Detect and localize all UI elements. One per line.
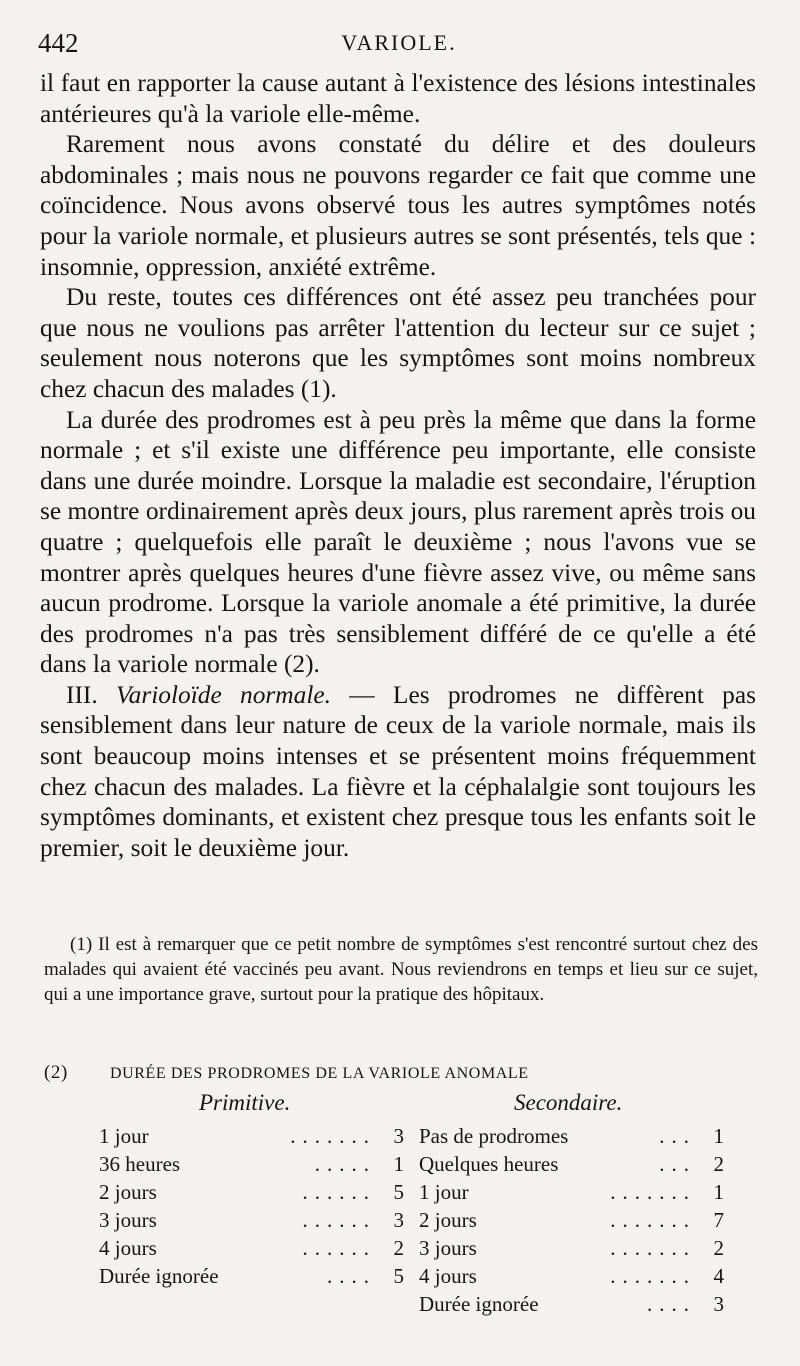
row-label: 2 jours xyxy=(99,1178,163,1206)
row-label: Durée ignorée xyxy=(99,1262,225,1290)
row-value: 4 xyxy=(713,1264,724,1288)
row-value: 5 xyxy=(393,1264,404,1288)
secondaire-column xyxy=(419,1122,724,1318)
row-label: Durée ignorée xyxy=(419,1290,545,1318)
table-row: ..... 36 heures 1 xyxy=(99,1152,404,1176)
section-number: III. xyxy=(66,680,98,709)
running-head: VARIOLE. xyxy=(341,30,457,55)
row-value: 3 xyxy=(393,1124,404,1148)
paragraph-1: il faut en rapporter la cause autant à l'existence des lésions intestinales antérieures qu'à la variole elle-même. xyxy=(40,69,756,128)
table-caption xyxy=(44,1062,758,1090)
row-value: 2 xyxy=(713,1152,724,1176)
row-label: 1 jour xyxy=(419,1178,475,1206)
table-column-heads xyxy=(44,1090,758,1122)
table-row: ...... 4 jours 2 xyxy=(99,1236,404,1260)
page-header xyxy=(38,28,760,68)
row-label: Pas de prodromes xyxy=(419,1122,574,1150)
table-row: ....... 2 jours 7 xyxy=(419,1208,724,1232)
footnotes xyxy=(44,932,758,1007)
row-label: 4 jours xyxy=(419,1262,483,1290)
row-value: 7 xyxy=(713,1208,724,1232)
page-number: 442 xyxy=(38,28,79,58)
row-value: 5 xyxy=(393,1180,404,1204)
row-label: 3 jours xyxy=(99,1206,163,1234)
paragraph-5 xyxy=(40,680,756,864)
main-text xyxy=(40,68,756,863)
paragraph-2: Rarement nous avons constaté du délire et des douleurs abdominales ; mais nous ne pouvons regarder ce fait que comme une coïncidence. Nous avons observé tous les autres symptômes notés pour la variole normale, et plusieurs autres se sont présentés, tels que : insomnie, oppression, anxiété extrême. xyxy=(40,130,756,281)
table-title: DURÉE DES PRODROMES DE LA VARIOLE ANOMALE xyxy=(109,1065,529,1082)
table-row: ....... 1 jour 3 xyxy=(99,1124,404,1148)
table-row: ...... 2 jours 5 xyxy=(99,1180,404,1204)
row-value: 3 xyxy=(713,1292,724,1316)
row-label: Quelques heures xyxy=(419,1150,564,1178)
row-value: 1 xyxy=(713,1180,724,1204)
row-value: 2 xyxy=(393,1236,404,1260)
row-label: 4 jours xyxy=(99,1234,163,1262)
paragraph-3: Du reste, toutes ces différences ont été assez peu tranchées pour que nous ne voulions pas arrêter l'attention du lecteur sur ce sujet ; seulement nous noterons que les symptômes sont moins nombreux chez chacun des malades (1). xyxy=(40,283,756,403)
section-title: Varioloïde normale. xyxy=(115,680,332,709)
footnote-1: (1) Il est à remarquer que ce petit nombre de symptômes s'est rencontré surtout chez des malades qui avaient été vaccinés peu avant. Nous reviendrons en temps et lieu sur ce sujet, qui a une importance grave, surtout pour la pratique des hôpitaux. xyxy=(44,934,758,1005)
table-row: ....... 4 jours 4 xyxy=(419,1264,724,1288)
row-label: 1 jour xyxy=(99,1122,155,1150)
column-head-primitive: Primitive. xyxy=(199,1090,291,1115)
table-row: ....... 3 jours 2 xyxy=(419,1236,724,1260)
paragraph-5-text: — Les prodromes ne diffèrent pas sensiblement dans leur nature de ceux de la variole normale, mais ils sont beaucoup moins intenses et se présentent moins fréquemment chez chacun des malades. La fièvre et la céphalalgie sont toujours les symptômes dominants, et existent chez presque tous les enfants soit le premier, soit le deuxième jour. xyxy=(40,680,756,862)
table-row: ... Quelques heures 2 xyxy=(419,1152,724,1176)
row-value: 1 xyxy=(713,1124,724,1148)
row-label: 36 heures xyxy=(99,1150,186,1178)
table-row: .... Durée ignorée 3 xyxy=(419,1292,724,1316)
row-label: 3 jours xyxy=(419,1234,483,1262)
table-row: .... Durée ignorée 5 xyxy=(99,1264,404,1288)
row-value: 3 xyxy=(393,1208,404,1232)
column-head-secondaire: Secondaire. xyxy=(514,1090,623,1115)
table-row: ....... 1 jour 1 xyxy=(419,1180,724,1204)
primitive-column xyxy=(99,1122,404,1290)
row-label: 2 jours xyxy=(419,1206,483,1234)
row-value: 1 xyxy=(393,1152,404,1176)
paragraph-4: La durée des prodromes est à peu près la même que dans la forme normale ; et s'il existe une différence peu importante, elle consiste dans une durée moindre. Lorsque la maladie est secondaire, l'éruption se montre ordinairement après deux jours, plus rarement après trois ou quatre ; quelquefois elle paraît le deuxième ; nous l'avons vue se montrer après quelques heures d'une fièvre assez vive, ou même sans aucun prodrome. Lorsque la variole anomale a été primitive, la durée des prodromes n'a pas très sensiblement différé de ce qu'elle a été dans la variole normale (2). xyxy=(40,405,756,679)
table-row: ... Pas de prodromes 1 xyxy=(419,1124,724,1148)
prodromes-table xyxy=(44,1062,758,1316)
footnote-marker: (2) xyxy=(44,1062,68,1083)
table-row: ...... 3 jours 3 xyxy=(99,1208,404,1232)
row-value: 2 xyxy=(713,1236,724,1260)
